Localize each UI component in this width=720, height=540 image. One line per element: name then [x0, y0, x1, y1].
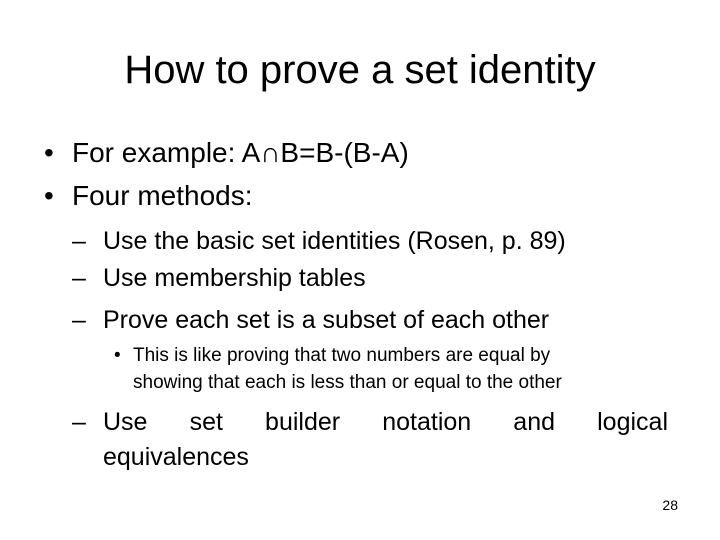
page-number: 28 — [662, 497, 678, 513]
method-word: and — [513, 408, 556, 436]
method-text: Prove each set is a subset of each other — [103, 306, 550, 334]
dash-marker: – — [72, 227, 86, 255]
method-set-builder — [103, 407, 668, 437]
method-word: notation — [382, 408, 472, 436]
bullet-marker: • — [44, 180, 54, 211]
dash-marker: – — [72, 408, 86, 436]
method-text: Use the basic set identities (Rosen, p. 89) — [103, 227, 566, 255]
method-word: builder — [265, 408, 341, 436]
dash-marker: – — [72, 264, 86, 292]
sub-bullet-marker: • — [114, 345, 121, 366]
bullet-text: Four methods: — [72, 180, 253, 211]
bullet-text: For example: A∩B=B-(B-A) — [72, 137, 409, 168]
method-word: logical — [597, 408, 668, 436]
method-text: Use membership tables — [103, 264, 366, 292]
bullet-marker: • — [44, 137, 54, 168]
dash-marker: – — [72, 306, 86, 334]
sub-note-line-2: showing that each is less than or equal to the other — [133, 372, 562, 393]
slide-title: How to prove a set identity — [124, 48, 596, 92]
method-word: set — [189, 408, 223, 436]
sub-note-line-1: This is like proving that two numbers are equal by — [133, 345, 551, 366]
method-set-builder-continuation: equivalences — [103, 443, 249, 471]
method-word: Use — [103, 408, 148, 436]
